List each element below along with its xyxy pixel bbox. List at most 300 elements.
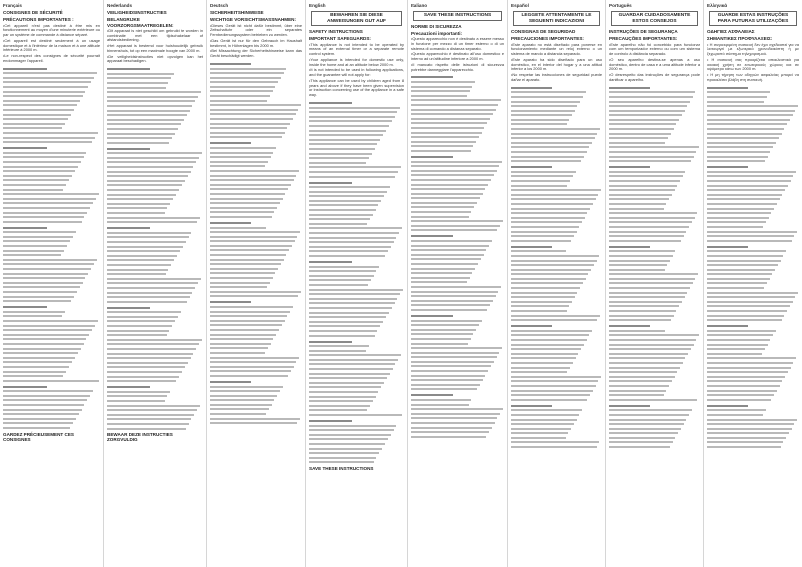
text-line — [210, 127, 287, 129]
text-line — [309, 143, 377, 145]
text-line — [309, 111, 397, 113]
small-print-block — [411, 76, 504, 437]
text-line — [210, 100, 267, 102]
text-line — [309, 134, 383, 136]
text-line — [609, 296, 685, 298]
text-line — [107, 307, 150, 309]
text-line — [210, 179, 294, 181]
text-line — [707, 409, 766, 411]
text-line — [309, 166, 401, 168]
text-line — [107, 189, 179, 191]
text-line — [609, 194, 672, 196]
text-line — [107, 357, 191, 359]
text-line — [411, 324, 479, 326]
text-line — [210, 259, 284, 261]
text-line — [107, 287, 195, 289]
footer-heading: SAVE THESE INSTRUCTIONS — [309, 465, 374, 471]
text-line — [309, 157, 369, 159]
text-line — [609, 273, 698, 275]
text-line — [3, 175, 72, 177]
text-line — [3, 282, 83, 284]
section-subheading: Precauzioni importanti: — [411, 30, 463, 36]
text-line — [609, 231, 686, 233]
text-line — [3, 147, 47, 149]
text-line — [511, 96, 583, 98]
text-line — [609, 330, 665, 332]
text-line — [411, 356, 497, 358]
text-line — [609, 189, 675, 191]
text-line — [309, 373, 390, 375]
text-line — [511, 414, 579, 416]
section-heading: ΟΔΗΓΙΕΣ ΑΣΦΑΛΕΙΑΣ — [707, 29, 755, 35]
text-line — [210, 165, 265, 167]
section-subheading: ΣΗΜΑΝΤΙΚΕΣ ΠΡΟΦΥΛΑΞΕΙΣ: — [707, 36, 773, 42]
text-line — [609, 441, 673, 443]
text-line — [411, 122, 487, 124]
text-line — [309, 443, 385, 445]
instruction-item: •Bei Missachtung der Sicherheitshinweise kann das Gerät beschädigt werden. — [210, 48, 302, 59]
text-line — [3, 189, 63, 191]
text-line — [511, 231, 577, 233]
text-line — [609, 128, 674, 130]
text-line — [3, 141, 92, 143]
text-line — [3, 320, 98, 322]
text-line — [107, 273, 166, 275]
text-line — [3, 123, 65, 125]
text-line — [107, 207, 167, 209]
text-line — [511, 160, 581, 162]
text-line — [309, 246, 391, 248]
text-line — [107, 330, 169, 332]
text-line — [210, 320, 285, 322]
text-line — [309, 298, 397, 300]
text-line — [707, 282, 767, 284]
text-line — [511, 269, 591, 271]
text-line — [411, 174, 494, 176]
language-label: English — [309, 3, 326, 8]
text-line — [707, 110, 795, 112]
text-line — [210, 366, 294, 368]
text-line — [309, 335, 375, 337]
text-line — [707, 194, 782, 196]
text-line — [411, 235, 453, 237]
text-line — [609, 432, 678, 434]
text-line — [609, 198, 669, 200]
text-line — [707, 432, 789, 434]
instruction-item: •Questo apparecchio è destinato all'uso domestico e interno ad un'altitudine inferiore a 2000 m. — [411, 51, 504, 62]
text-line — [609, 255, 673, 257]
text-line — [107, 418, 191, 420]
text-line — [511, 123, 567, 125]
instruction-item: • Η μη τήρηση των οδηγιών ασφαλείας μπορεί να προκαλέσει βλάβη στη συσκευή. — [707, 72, 799, 82]
text-line — [511, 282, 583, 284]
text-line — [609, 91, 695, 93]
text-line — [411, 141, 476, 143]
text-line — [3, 386, 47, 388]
text-line — [107, 282, 198, 284]
text-line — [309, 434, 391, 436]
text-line — [707, 137, 779, 139]
text-line — [3, 152, 86, 154]
text-line — [707, 231, 797, 233]
text-line — [107, 82, 168, 84]
text-line — [309, 241, 394, 243]
text-line — [411, 379, 483, 381]
section-subheading: PRECAUÇÕES IMPORTANTES: — [609, 36, 678, 42]
text-line — [707, 87, 748, 89]
text-line — [210, 311, 290, 313]
text-line — [3, 216, 84, 218]
language-label: Français — [3, 3, 22, 8]
text-line — [609, 334, 699, 336]
text-line — [411, 118, 490, 120]
text-line — [309, 279, 371, 281]
text-line — [107, 386, 150, 388]
text-line — [107, 114, 187, 116]
text-line — [210, 286, 267, 288]
text-line — [107, 212, 165, 214]
text-line — [511, 437, 566, 439]
instruction-item: • Η συγκεκριμένη συσκευή δεν έχει σχεδιαστεί για να λειτουργεί με εξωτερικό χρονοδιακόπτη ή με ξεχωριστό σύστημα τηλεχειρισμού. — [707, 41, 799, 57]
text-line — [309, 255, 385, 257]
text-line — [707, 390, 777, 392]
text-line — [609, 362, 683, 364]
small-print-block — [107, 68, 203, 429]
text-line — [511, 362, 573, 364]
text-line — [411, 254, 484, 256]
instruction-item: •Das Gerät ist nur für den Gebrauch im Haushalt bestimmt, in Höhenlagen bis 2000 m. — [210, 37, 302, 48]
text-line — [210, 161, 268, 163]
text-line — [3, 338, 86, 340]
text-line — [3, 380, 99, 382]
text-line — [210, 156, 271, 158]
text-line — [411, 95, 467, 97]
text-line — [210, 222, 251, 224]
text-line — [309, 214, 373, 216]
text-line — [511, 194, 598, 196]
text-line — [210, 277, 273, 279]
text-line — [707, 217, 769, 219]
text-line — [609, 385, 669, 387]
instruction-item: •Este aparato ha sido diseñado para un uso doméstico, en el interior del hogar y a una altitud inferior a los 2000 m. — [511, 56, 602, 72]
text-line — [609, 171, 685, 173]
text-line — [707, 166, 748, 168]
text-line — [107, 264, 171, 266]
text-line — [511, 217, 585, 219]
text-line — [707, 414, 763, 416]
text-line — [3, 409, 82, 411]
text-line — [309, 227, 402, 229]
text-line — [3, 315, 62, 317]
text-line — [609, 301, 682, 303]
text-line — [309, 377, 387, 379]
text-line — [309, 232, 399, 234]
text-line — [3, 250, 64, 252]
text-line — [411, 370, 488, 372]
text-line — [107, 423, 189, 425]
text-line — [309, 382, 384, 384]
text-line — [411, 165, 499, 167]
text-line — [707, 348, 765, 350]
text-line — [411, 338, 471, 340]
text-line — [411, 413, 500, 415]
text-line — [107, 292, 192, 294]
text-line — [309, 461, 374, 463]
text-line — [511, 292, 577, 294]
text-line — [309, 307, 392, 309]
text-line — [411, 315, 453, 317]
text-line — [609, 405, 650, 407]
column-deutsch — [207, 0, 306, 567]
text-line — [3, 296, 74, 298]
text-line — [107, 77, 171, 79]
text-line — [210, 68, 286, 70]
text-line — [107, 405, 200, 407]
text-line — [609, 110, 685, 112]
text-line — [210, 357, 299, 359]
text-line — [411, 427, 492, 429]
text-line — [411, 220, 503, 222]
language-label: Español — [511, 3, 529, 8]
text-line — [707, 96, 767, 98]
text-line — [3, 259, 97, 261]
text-line — [411, 408, 503, 410]
text-line — [609, 156, 694, 158]
text-line — [309, 153, 372, 155]
text-line — [511, 432, 568, 434]
text-line — [707, 208, 774, 210]
text-line — [210, 404, 272, 406]
small-print-block — [609, 87, 700, 448]
text-line — [3, 221, 82, 223]
section-heading: CONSIGNAS DE SEGURIDAD — [511, 29, 576, 35]
text-line — [3, 254, 61, 256]
text-line — [707, 175, 793, 177]
text-line — [210, 324, 282, 326]
text-line — [309, 325, 380, 327]
text-line — [411, 361, 494, 363]
text-line — [3, 395, 90, 397]
text-line — [411, 109, 496, 111]
text-line — [411, 291, 498, 293]
text-line — [609, 133, 671, 135]
text-line — [3, 72, 97, 74]
text-line — [309, 120, 392, 122]
text-line — [210, 132, 285, 134]
text-line — [107, 250, 180, 252]
text-line — [309, 391, 378, 393]
text-line — [411, 249, 486, 251]
text-line — [609, 240, 681, 242]
text-line — [707, 101, 764, 103]
text-line — [511, 208, 590, 210]
text-line — [511, 348, 581, 350]
text-line — [309, 354, 401, 356]
small-print-block — [309, 102, 404, 463]
column-portugues — [606, 0, 704, 567]
text-line — [609, 428, 681, 430]
text-line — [411, 206, 474, 208]
text-line — [411, 384, 480, 386]
text-line — [210, 147, 276, 149]
text-line — [210, 381, 251, 383]
text-line — [511, 305, 569, 307]
text-line — [3, 390, 93, 392]
text-line — [107, 184, 182, 186]
text-line — [609, 315, 674, 317]
text-line — [3, 156, 84, 158]
text-line — [609, 203, 666, 205]
text-line — [309, 321, 383, 323]
text-line — [210, 315, 287, 317]
text-line — [511, 273, 588, 275]
text-line — [3, 166, 78, 168]
text-line — [511, 353, 578, 355]
text-line — [411, 156, 453, 158]
text-line — [411, 136, 479, 138]
text-line — [511, 423, 574, 425]
text-line — [210, 118, 293, 120]
text-line — [707, 269, 775, 271]
text-line — [107, 198, 173, 200]
text-line — [511, 296, 575, 298]
text-line — [210, 175, 296, 177]
text-line — [309, 139, 380, 141]
text-line — [707, 203, 777, 205]
text-line — [107, 320, 175, 322]
text-line — [511, 441, 599, 443]
text-line — [707, 330, 776, 332]
text-line — [511, 110, 575, 112]
text-line — [210, 207, 277, 209]
text-line — [107, 343, 199, 345]
text-line — [107, 175, 188, 177]
text-line — [707, 310, 787, 312]
text-line — [210, 113, 296, 115]
text-line — [707, 235, 794, 237]
text-line — [3, 306, 47, 308]
text-line — [511, 246, 552, 248]
text-line — [609, 423, 684, 425]
text-line — [309, 448, 382, 450]
text-line — [210, 361, 296, 363]
text-line — [309, 223, 367, 225]
text-line — [309, 409, 367, 411]
section-subheading: WICHTIGE VORSICHTSMASSNAHMEN: — [210, 17, 297, 23]
text-line — [107, 203, 170, 205]
text-line — [107, 241, 186, 243]
text-line — [511, 330, 592, 332]
section-heading: SAFETY INSTRUCTIONS — [309, 29, 363, 35]
text-line — [107, 128, 178, 130]
text-line — [210, 399, 274, 401]
text-line — [210, 193, 285, 195]
text-line — [3, 179, 69, 181]
text-line — [411, 320, 482, 322]
text-line — [107, 166, 193, 168]
text-line — [609, 208, 664, 210]
text-line — [309, 414, 402, 416]
instruction-item: •Dieses Gerät ist nicht dafür bestimmt, über eine Zeitschaltuhr oder ein separates Fernbedienungssystem betrieben zu werden. — [210, 22, 302, 38]
text-line — [411, 333, 473, 335]
text-line — [3, 198, 96, 200]
text-line — [107, 353, 193, 355]
text-line — [309, 345, 369, 347]
text-line — [107, 73, 174, 75]
text-line — [210, 72, 284, 74]
text-line — [3, 184, 66, 186]
text-line — [3, 240, 70, 242]
text-line — [210, 301, 251, 303]
text-line — [107, 161, 196, 163]
text-line — [210, 386, 283, 388]
text-line — [609, 246, 650, 248]
text-line — [309, 125, 389, 127]
text-line — [3, 109, 74, 111]
text-line — [511, 325, 552, 327]
text-line — [3, 68, 47, 70]
instruction-item: •This appliance is not intended to be operated by means of an external timer or a separate remote control system. — [309, 41, 404, 57]
text-line — [3, 357, 75, 359]
text-line — [3, 291, 77, 293]
text-line — [511, 344, 584, 346]
text-line — [609, 235, 684, 237]
text-line — [609, 437, 675, 439]
text-line — [609, 221, 692, 223]
text-line — [411, 81, 475, 83]
text-line — [309, 452, 379, 454]
text-line — [411, 388, 477, 390]
text-line — [511, 376, 601, 378]
text-line — [210, 347, 268, 349]
text-line — [210, 90, 273, 92]
text-line — [309, 209, 376, 211]
text-line — [707, 123, 787, 125]
text-line — [210, 291, 301, 293]
section-subheading: IMPORTANT SAFEGUARDS: — [309, 36, 371, 42]
footer-heading: GARDEZ PRÉCIEUSEMENT CES CONSIGNES — [3, 431, 74, 442]
instruction-item: •O desrespeito das instruções de segurança pode danificar o aparelho. — [609, 72, 700, 82]
text-line — [609, 101, 690, 103]
text-line — [309, 302, 395, 304]
instruction-item: •Questo apparecchio non è destinato a essere messo in funzione per mezzo di un timer esterno o di un sistema di comando a distanza separato. — [411, 36, 504, 51]
text-line — [609, 325, 650, 327]
text-line — [107, 348, 196, 350]
language-label: Nederlands — [107, 3, 133, 8]
text-line — [3, 413, 79, 415]
text-line — [609, 146, 699, 148]
text-line — [411, 295, 496, 297]
text-line — [707, 212, 771, 214]
text-line — [107, 259, 174, 261]
text-line — [210, 370, 291, 372]
text-line — [309, 116, 395, 118]
text-line — [309, 275, 374, 277]
text-line — [609, 96, 693, 98]
instruction-item: •De veiligheidsinstructies niet opvolgen kan het apparaat beschadigen. — [107, 53, 203, 64]
text-line — [3, 202, 93, 204]
text-line — [707, 301, 793, 303]
small-print-block — [210, 63, 302, 424]
instruction-item: •Le non-respect des consignes de sécurité pourrait endommager l'appareil. — [3, 53, 100, 63]
text-line — [609, 414, 689, 416]
text-line — [309, 284, 368, 286]
text-line — [707, 353, 762, 355]
text-line — [309, 405, 370, 407]
text-line — [3, 132, 98, 134]
text-line — [411, 211, 471, 213]
text-line — [210, 104, 301, 106]
